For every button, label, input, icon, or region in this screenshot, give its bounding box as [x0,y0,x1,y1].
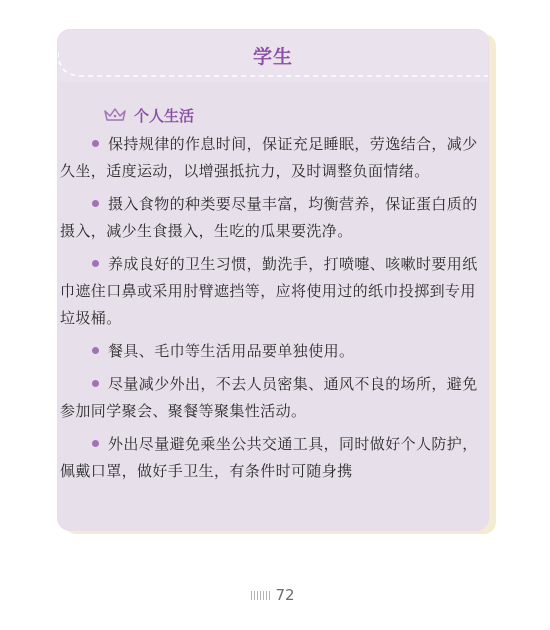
section-heading [104,104,194,126]
bullet-icon [92,200,99,207]
list-item [60,338,480,365]
list-item-text: 摄入食物的种类要尽量丰富，均衡营养，保证蛋白质的摄入，减少生食摄入，生吃的瓜果要洗净。 [60,195,478,240]
bullet-icon [92,260,99,267]
list-item [60,251,480,332]
list-item-text: 养成良好的卫生习惯，勤洗手，打喷嚏、咳嗽时要用纸巾遮住口鼻或采用肘臂遮挡等，应将使用过的纸巾投掷到专用垃圾桶。 [60,255,478,327]
list-item [60,131,480,185]
list-item [60,191,480,245]
bullet-icon [92,347,99,354]
card-title: 学生 [252,46,293,68]
bullet-icon [92,380,99,387]
section-title: 个人生活 [134,106,195,125]
list-item [60,371,480,425]
list-item-text: 尽量减少外出，不去人员密集、通风不良的场所，避免参加同学聚会、聚餐等聚集性活动。 [60,375,478,420]
page-tick-marks [251,591,270,600]
crown-icon [104,108,126,122]
page-footer [228,584,318,606]
list-item-text: 保持规律的作息时间，保证充足睡眠，劳逸结合，减少久坐，适度运动，以增强抵抗力，及时调整负面情绪。 [60,135,478,180]
page-number: 72 [275,586,295,604]
paragraph-list [60,131,480,491]
bullet-icon [92,140,99,147]
list-item [60,431,480,485]
list-item-text: 外出尽量避免乘坐公共交通工具，同时做好个人防护，佩戴口罩，做好手卫生，有条件时可随身携 [60,435,478,480]
bullet-icon [92,440,99,447]
list-item-text: 餐具、毛巾等生活用品要单独使用。 [108,342,355,360]
